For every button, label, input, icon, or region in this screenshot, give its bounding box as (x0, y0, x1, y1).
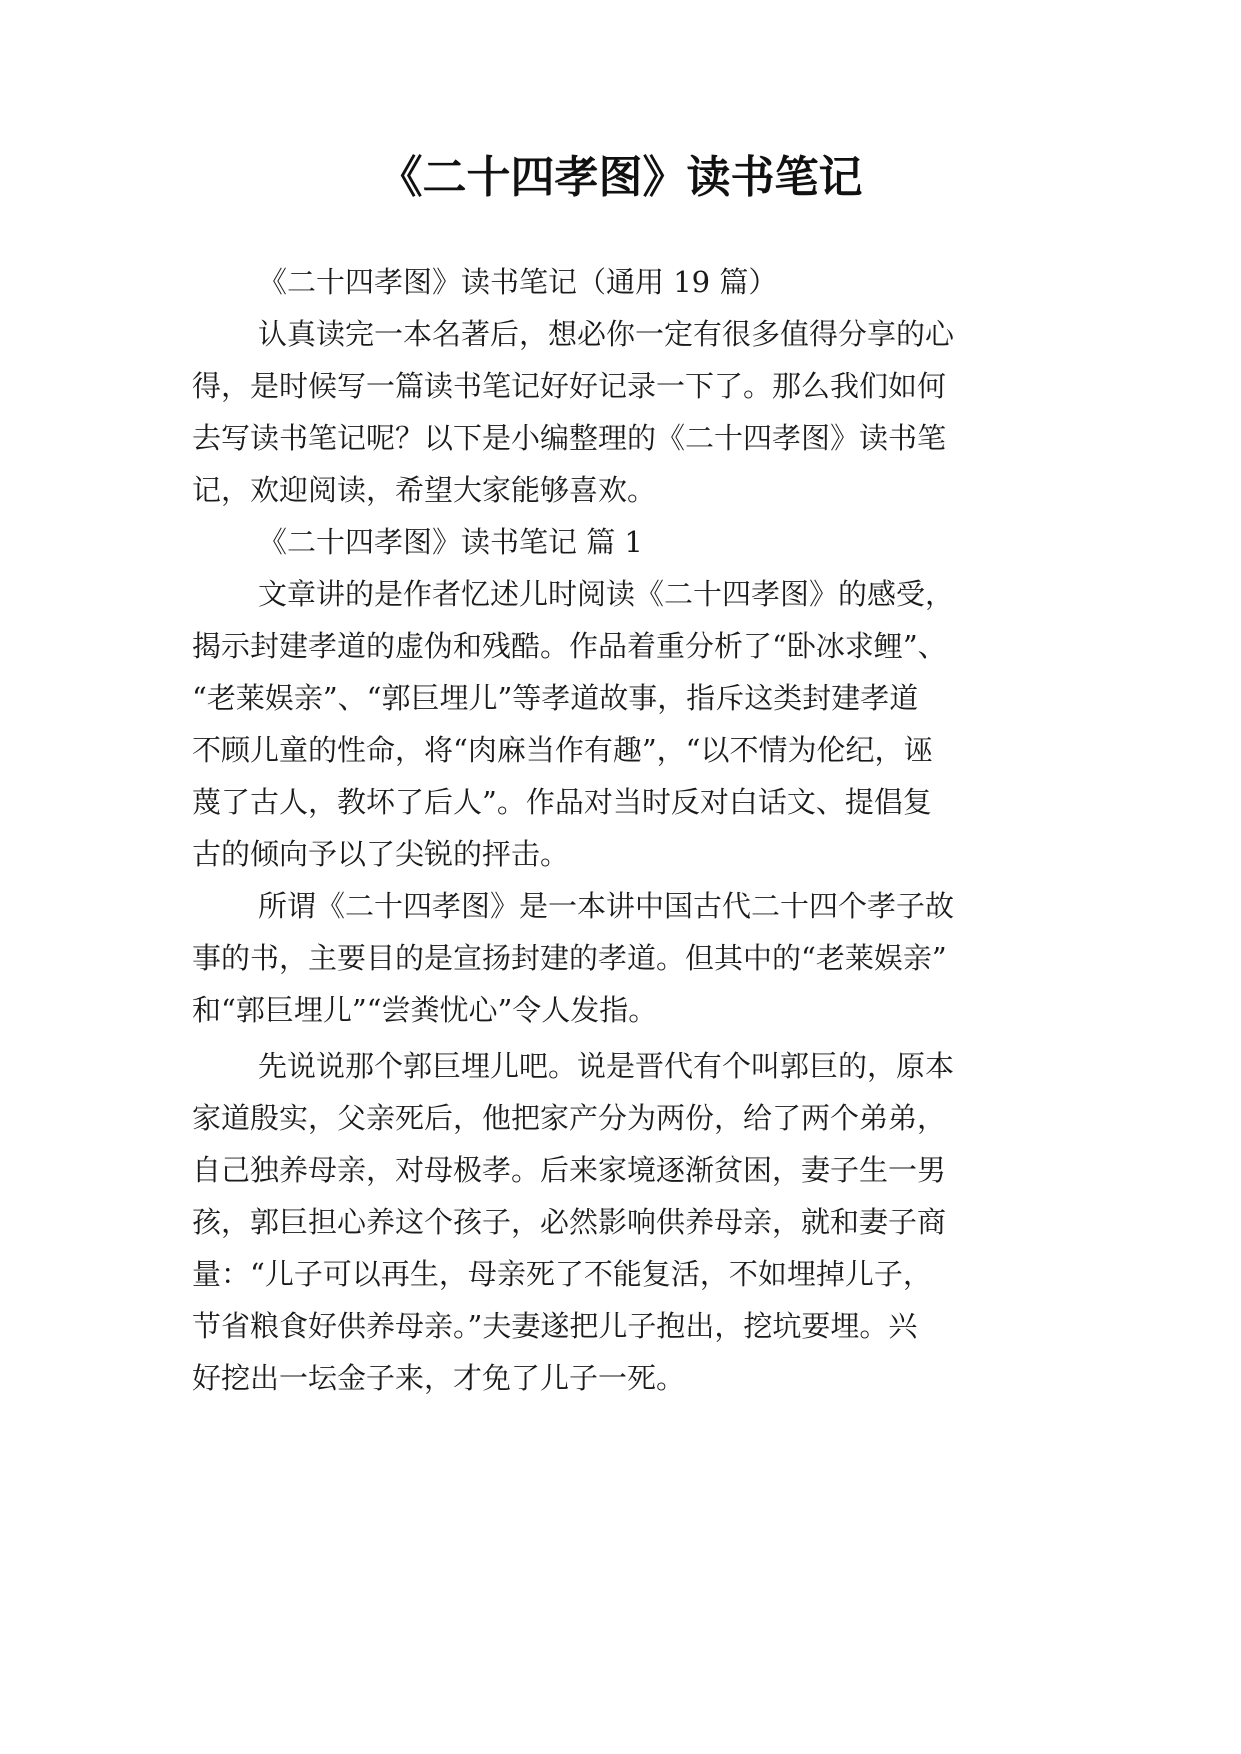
text-line: 好挖出一坛金子来，才免了儿子一死。 (192, 1361, 686, 1395)
text-line: 揭示封建孝道的虚伪和残酷。作品着重分析了“卧冰求鲤”、 (192, 629, 947, 663)
text-line: 《二十四孝图》读书笔记 篇 1 (258, 525, 643, 559)
text-line: 去写读书笔记呢？以下是小编整理的《二十四孝图》读书笔 (192, 421, 947, 455)
text-line: 自己独养母亲，对母极孝。后来家境逐渐贫困，妻子生一男 (192, 1153, 947, 1187)
text-line: 量：“儿子可以再生，母亲死了不能复活，不如埋掉儿子， (192, 1257, 932, 1291)
text-line: 先说说那个郭巨埋儿吧。说是晋代有个叫郭巨的，原本 (258, 1049, 955, 1083)
text-line: 认真读完一本名著后，想必你一定有很多值得分享的心 (258, 317, 955, 351)
text-line: 节省粮食好供养母亲。”夫妻遂把儿子抱出，挖坑要埋。兴 (192, 1309, 918, 1343)
text-line: 家道殷实，父亲死后，他把家产分为两份，给了两个弟弟， (192, 1101, 947, 1135)
text-line: 蔑了古人，教坏了后人”。作品对当时反对白话文、提倡复 (192, 785, 932, 819)
text-line: 不顾儿童的性命，将“肉麻当作有趣”，“以不情为伦纪，诬 (192, 733, 933, 767)
text-line: “老莱娱亲”、“郭巨埋儿”等孝道故事，指斥这类封建孝道 (192, 681, 919, 715)
text-line: 所谓《二十四孝图》是一本讲中国古代二十四个孝子故 (258, 889, 955, 923)
document-title: 《二十四孝图》读书笔记 (378, 152, 863, 203)
text-line: 孩，郭巨担心养这个孩子，必然影响供养母亲，就和妻子商 (192, 1205, 947, 1239)
text-line: 事的书，主要目的是宣扬封建的孝道。但其中的“老莱娱亲” (192, 941, 947, 975)
text-line: 得，是时候写一篇读书笔记好好记录一下了。那么我们如何 (192, 369, 947, 403)
text-line: 《二十四孝图》读书笔记（通用 19 篇） (258, 265, 778, 299)
text-line: 文章讲的是作者忆述儿时阅读《二十四孝图》的感受， (258, 577, 955, 611)
text-line: 古的倾向予以了尖锐的抨击。 (192, 837, 570, 871)
text-line: 和“郭巨埋儿”“尝粪忧心”令人发指。 (192, 993, 658, 1027)
text-line: 记，欢迎阅读，希望大家能够喜欢。 (192, 473, 657, 507)
